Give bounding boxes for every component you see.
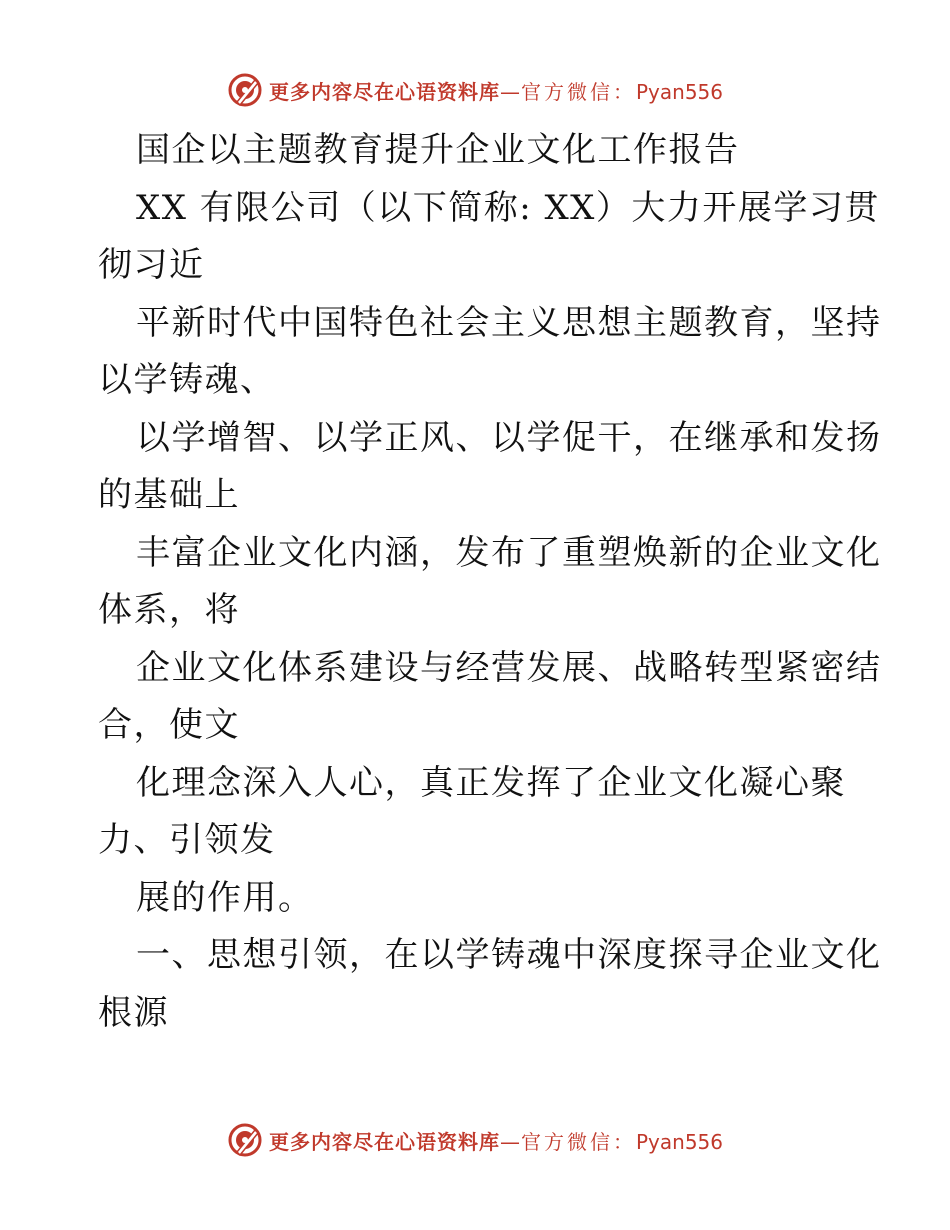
watermark-brand: 更多内容尽在心语资料库 [268,79,500,104]
paragraph-line: 体系，将 [98,590,240,630]
watermark-label: 官方微信： [520,1129,636,1154]
paragraph-line: 以学增智、以学正风、以学促干，在继承和发扬 [136,417,882,458]
paragraph-line: 以学铸魂、 [98,360,276,400]
paragraph-line: 的基础上 [98,475,240,515]
watermark-separator: — [499,79,521,104]
header-watermark [0,70,950,110]
paragraph-line: 彻习近 [98,245,205,285]
paragraph-line: 丰富企业文化内涵，发布了重塑焕新的企业文化 [136,532,882,573]
watermark-label: 官方微信： [520,79,636,104]
footer-watermark [0,1120,950,1160]
pen-logo-icon [227,1122,263,1158]
document-title: 国企以主题教育提升企业文化工作报告 [136,130,740,170]
paragraph-line: 力、引领发 [98,820,276,860]
paragraph-line: 展的作用。 [136,877,314,918]
watermark-brand: 更多内容尽在心语资料库 [268,1129,500,1154]
paragraph-line: 化理念深入人心，真正发挥了企业文化凝心聚 [136,762,846,803]
paragraph-line: 合，使文 [98,705,240,745]
section-heading: 一、思想引领，在以学铸魂中深度探寻企业文化 [136,935,882,975]
watermark-separator: — [499,1129,521,1154]
paragraph-line: XX 有限公司（以下简称: XX）大力开展学习贯 [136,187,880,228]
paragraph-line: 平新时代中国特色社会主义思想主题教育，坚持 [136,302,882,343]
paragraph-line: 企业文化体系建设与经营发展、战略转型紧密结 [136,647,882,688]
section-heading-continuation: 根源 [98,992,169,1033]
watermark-id: Pyan556 [635,79,723,104]
pen-logo-icon [227,72,263,108]
watermark-id: Pyan556 [635,1129,723,1154]
document-body [98,122,882,1042]
